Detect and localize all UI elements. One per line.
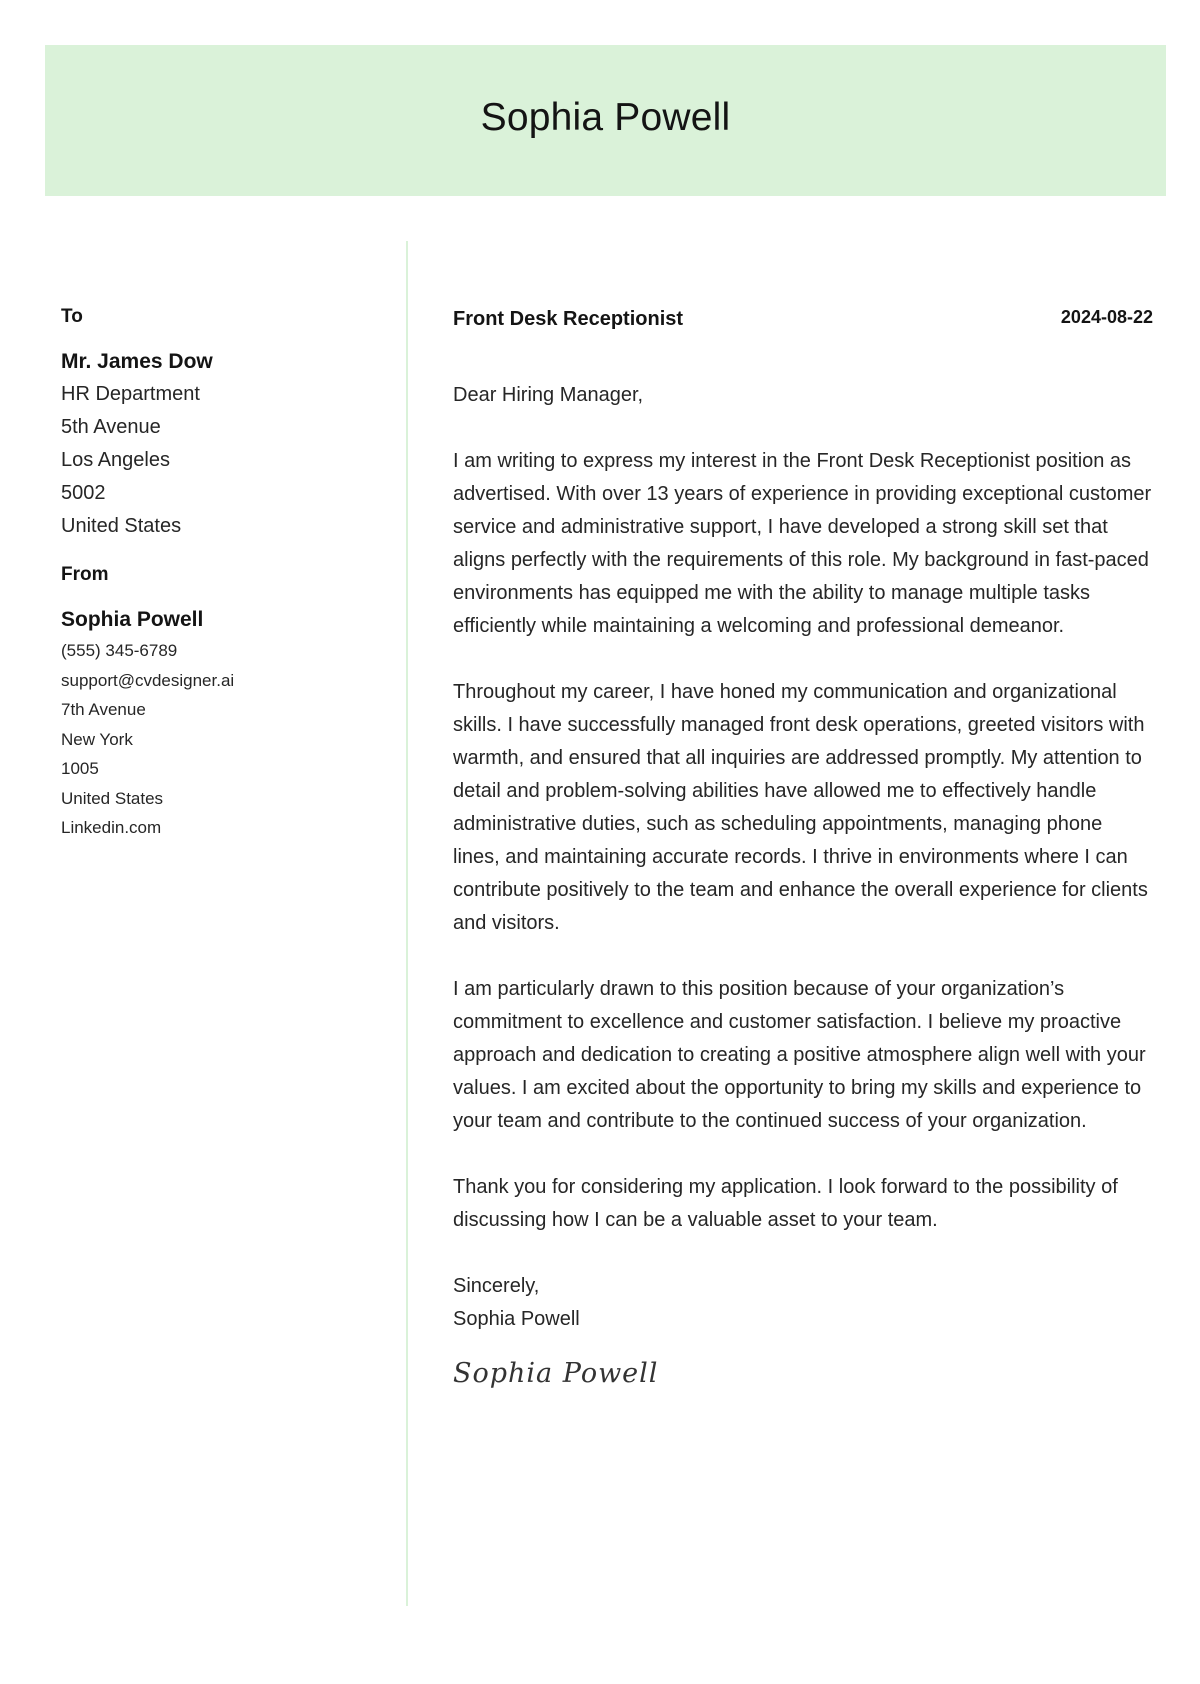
sender-street: 7th Avenue bbox=[61, 700, 146, 719]
recipient-postcode: 5002 bbox=[61, 482, 106, 504]
letter-closing: Sincerely, bbox=[453, 1275, 540, 1297]
letter-paragraph: Throughout my career, I have honed my communication and organizational skills. I have successfully managed front desk operations, greeted visitors with warmth, and ensured that all inquiries are addressed promptly. My attention to detail and problem-solving abilities have allowed me to effectively handle administrative duties, such as scheduling appointments, managing phone lines, and maintaining accurate records. I thrive in environments where I can contribute positively to the team and enhance the overall experience for clients and visitors. bbox=[453, 681, 1148, 934]
recipient-name: Mr. James Dow bbox=[61, 350, 213, 373]
sender-website: Linkedin.com bbox=[61, 818, 162, 837]
recipient-department: HR Department bbox=[61, 383, 200, 405]
recipient-block bbox=[61, 302, 391, 543]
sender-country: United States bbox=[61, 788, 164, 808]
sender-name: Sophia Powell bbox=[61, 608, 204, 631]
recipient-label: To bbox=[61, 306, 83, 327]
letter-body bbox=[453, 379, 1153, 1394]
letter-paragraph: I am particularly drawn to this position because of your organization’s commitment to excellence and customer satisfaction. I believe my proactive approach and dedication to creating a positive atmosphere align well with your values. I am excited about the opportunity to bring my skills and experience to your team and contribute to the continued success of your organization. bbox=[453, 978, 1146, 1132]
recipient-city: Los Angeles bbox=[61, 449, 170, 471]
column-divider bbox=[406, 241, 408, 1606]
job-title: Front Desk Receptionist bbox=[453, 308, 684, 330]
sender-city: New York bbox=[61, 729, 133, 749]
sender-phone: (555) 345-6789 bbox=[61, 641, 178, 660]
recipient-street: 5th Avenue bbox=[61, 416, 161, 438]
letter-main bbox=[453, 302, 1153, 1394]
header-band bbox=[45, 45, 1166, 196]
letter-date: 2024-08-22 bbox=[1060, 307, 1153, 327]
letter-paragraph: Thank you for considering my application. I look forward to the possibility of discussing how I can be a valuable asset to your team. bbox=[453, 1176, 1118, 1231]
letter-paragraph: I am writing to express my interest in the Front Desk Receptionist position as advertised. With over 13 years of experience in providing exceptional customer service and administrative support, I have developed a strong skill set that aligns perfectly with the requirements of this role. My background in fast-paced environments has equipped me with the ability to manage multiple tasks efficiently while maintaining a welcoming and professional demeanor. bbox=[453, 450, 1152, 637]
sender-label: From bbox=[61, 564, 109, 585]
letter-closing-name: Sophia Powell bbox=[453, 1308, 580, 1330]
sender-postcode: 1005 bbox=[61, 759, 99, 778]
signature: Sophia Powell bbox=[453, 1358, 659, 1389]
header-name: Sophia Powell bbox=[480, 95, 731, 139]
recipient-country: United States bbox=[61, 515, 182, 537]
letter-greeting: Dear Hiring Manager, bbox=[453, 384, 644, 406]
letter-header bbox=[453, 302, 1153, 336]
sidebar bbox=[61, 302, 391, 843]
sender-email: support@cvdesigner.ai bbox=[61, 670, 235, 690]
sender-block bbox=[61, 560, 391, 843]
